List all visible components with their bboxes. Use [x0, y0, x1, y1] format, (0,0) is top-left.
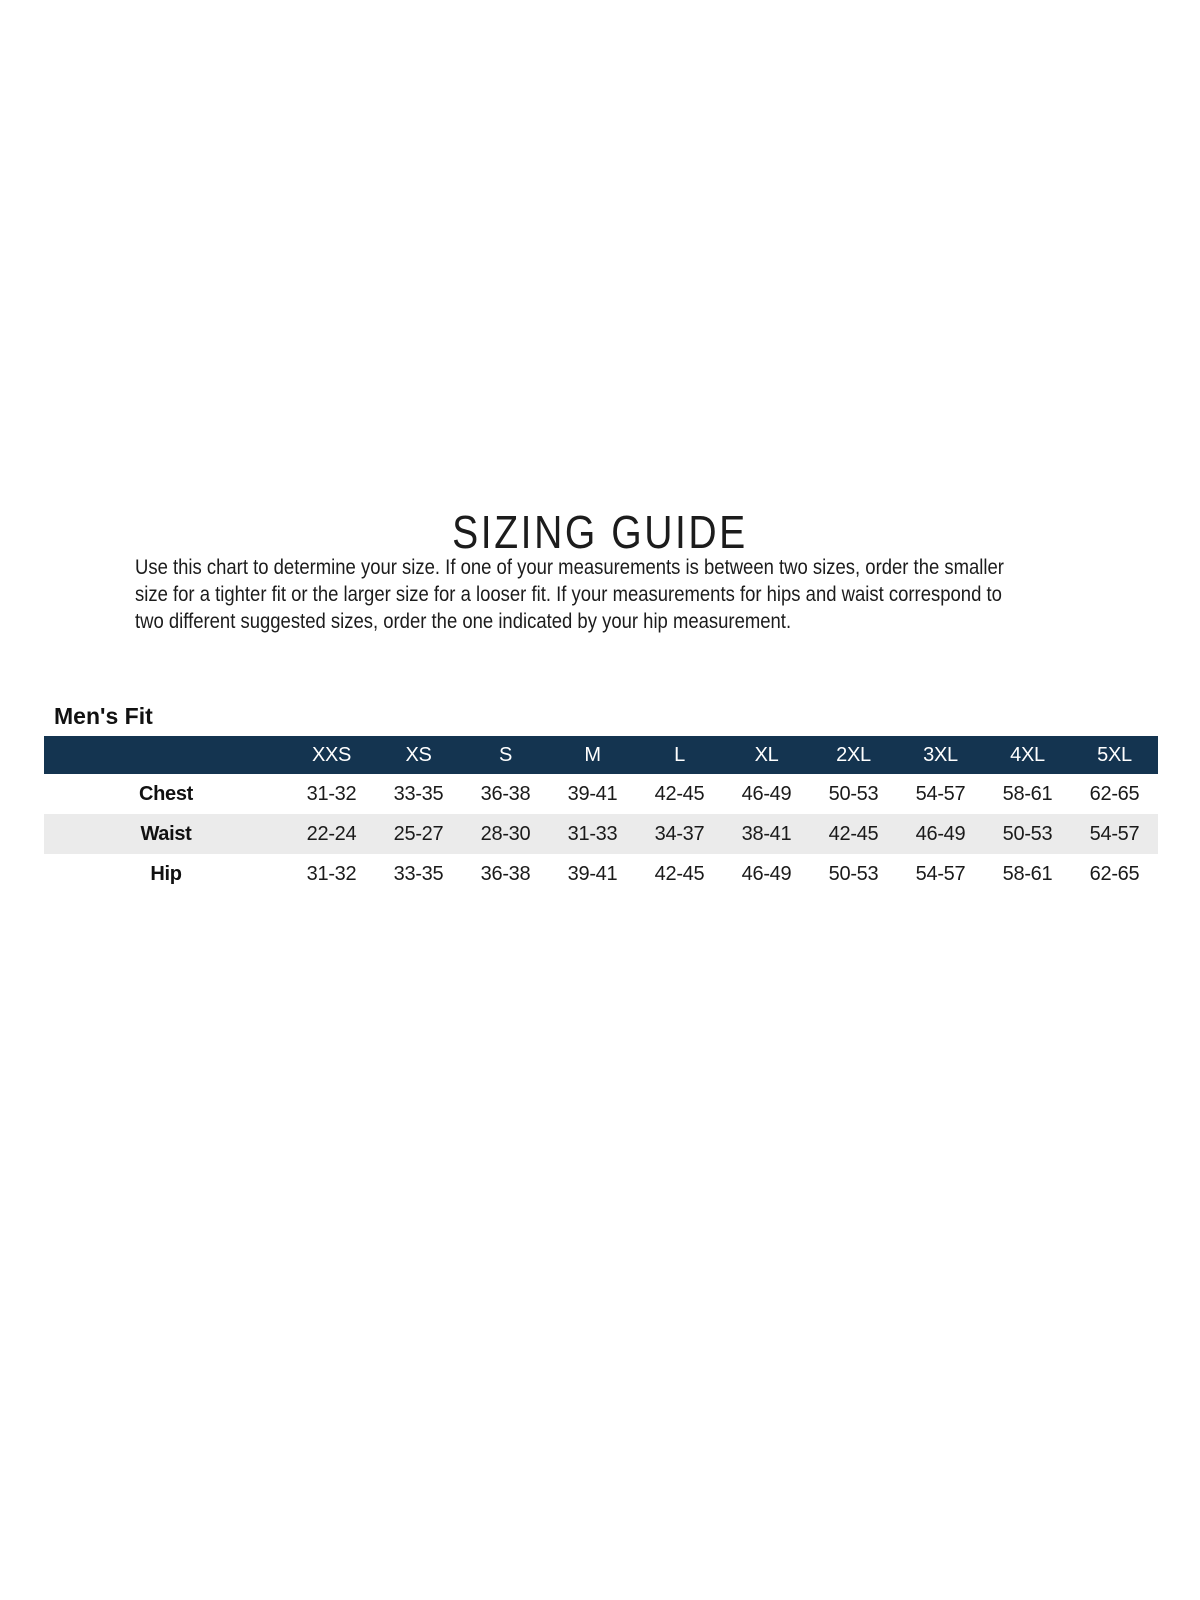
- size-cell: 42-45: [654, 862, 705, 885]
- size-cell: 54-57: [1089, 822, 1140, 845]
- size-cell: 50-53: [828, 782, 879, 805]
- row-label-chest: Chest: [138, 782, 194, 805]
- intro-line-1: Use this chart to determine your size. If one of your measurements is between two sizes, order the smaller: [135, 556, 1004, 579]
- size-cell: 31-32: [306, 782, 357, 805]
- size-cell: 58-61: [1002, 782, 1053, 805]
- size-cell: 28-30: [480, 822, 531, 845]
- size-cell: 39-41: [567, 782, 618, 805]
- row-label-hip: Hip: [150, 862, 182, 885]
- size-cell: 58-61: [1002, 862, 1053, 885]
- intro-line-3: two different suggested sizes, order the one indicated by your hip measurement.: [135, 610, 792, 633]
- size-header-cell-m: M: [584, 743, 601, 766]
- size-header-cell-2xl: 2XL: [836, 743, 871, 766]
- size-cell: 46-49: [741, 862, 792, 885]
- size-cell: 62-65: [1089, 862, 1140, 885]
- size-header-cell-l: L: [674, 743, 685, 766]
- size-cell: 46-49: [741, 782, 792, 805]
- size-cell: 22-24: [306, 822, 357, 845]
- size-cell: 50-53: [1002, 822, 1053, 845]
- size-header-cell-4xl: 4XL: [1010, 743, 1045, 766]
- size-cell: 33-35: [393, 782, 444, 805]
- size-cell: 46-49: [915, 822, 966, 845]
- size-header-cell-s: S: [498, 743, 513, 766]
- size-cell: 25-27: [393, 822, 444, 845]
- section-label-mens-fit: Men's Fit: [54, 703, 153, 729]
- size-cell: 42-45: [654, 782, 705, 805]
- sizing-table: [44, 736, 1158, 894]
- table-row-waist: [44, 814, 1158, 854]
- size-cell: 62-65: [1089, 782, 1140, 805]
- intro-line-2: size for a tighter fit or the larger size for a looser fit. If your measurements for hips and waist correspond to: [135, 583, 1002, 606]
- size-cell: 38-41: [741, 822, 792, 845]
- size-header-cell-xxs: XXS: [311, 743, 352, 766]
- page-title: SIZING GUIDE: [452, 505, 748, 558]
- size-cell: 54-57: [915, 862, 966, 885]
- size-cell: 36-38: [480, 862, 531, 885]
- size-cell: 36-38: [480, 782, 531, 805]
- size-header-cell-xl: XL: [754, 743, 779, 766]
- size-header-row: [44, 736, 1158, 774]
- size-header-empty-cell: [44, 736, 288, 774]
- size-header-cell-5xl: 5XL: [1097, 743, 1132, 766]
- row-label-waist: Waist: [140, 822, 192, 845]
- size-cell: 31-33: [567, 822, 618, 845]
- table-row-chest: [44, 774, 1158, 814]
- size-header-cell-3xl: 3XL: [923, 743, 958, 766]
- size-cell: 31-32: [306, 862, 357, 885]
- size-cell: 34-37: [654, 822, 705, 845]
- size-cell: 42-45: [828, 822, 879, 845]
- size-cell: 54-57: [915, 782, 966, 805]
- sizing-table-wrap: [44, 736, 1158, 894]
- size-cell: 50-53: [828, 862, 879, 885]
- size-cell: 39-41: [567, 862, 618, 885]
- table-row-hip: [44, 854, 1158, 894]
- intro-paragraph: [135, 554, 1004, 635]
- size-cell: 33-35: [393, 862, 444, 885]
- size-header-cell-xs: XS: [405, 743, 432, 766]
